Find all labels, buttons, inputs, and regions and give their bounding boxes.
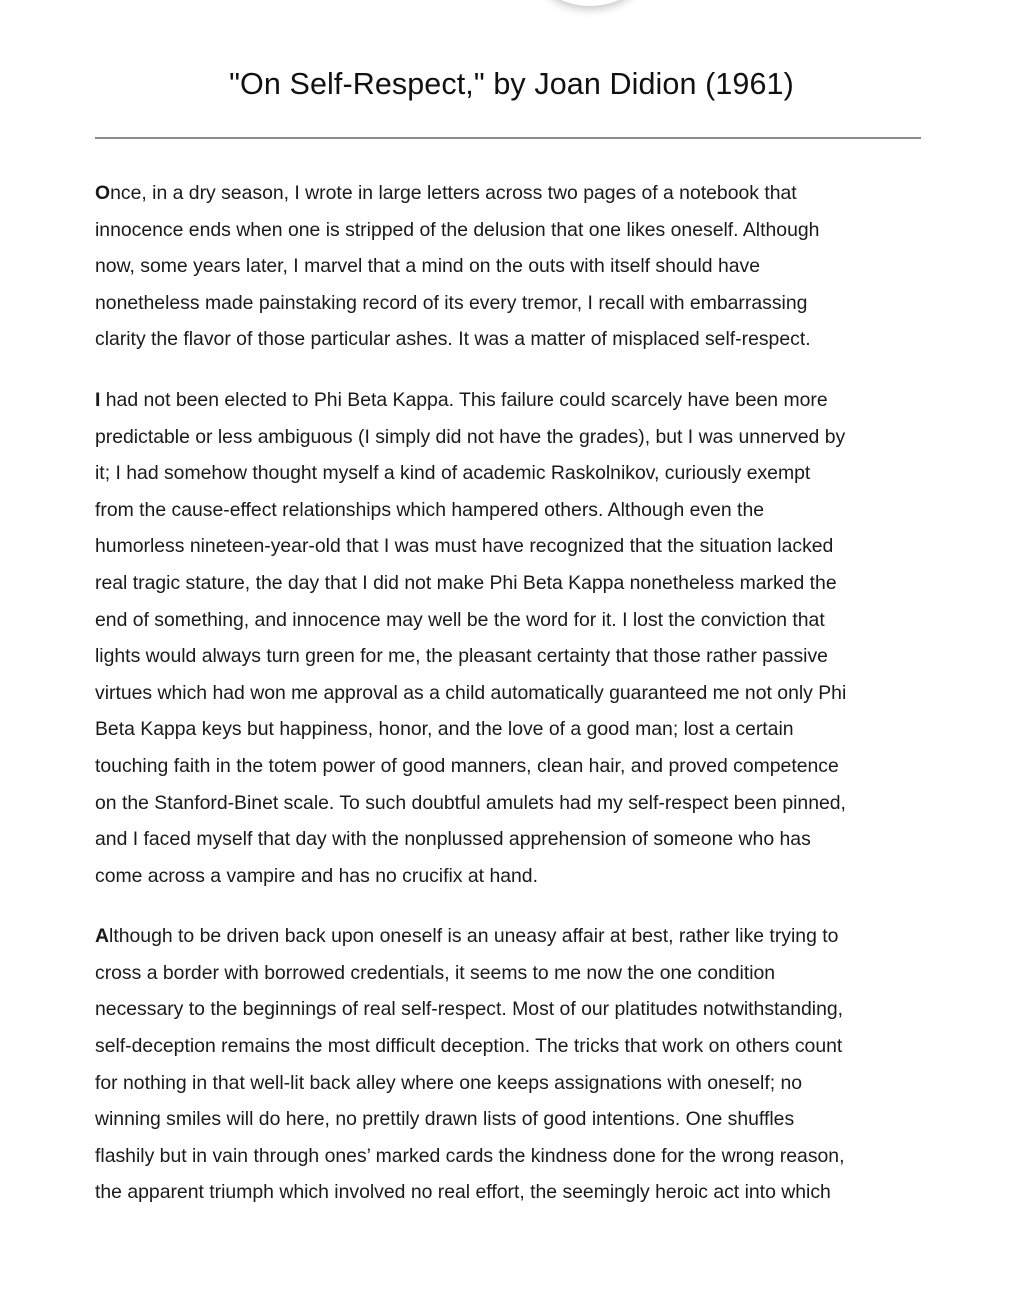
text-line	[95, 918, 925, 955]
line-text: on the Stanford-Binet scale. To such doubtful amulets had my self-respect been pinned,	[95, 791, 846, 814]
line-text: winning smiles will do here, no prettily drawn lists of good intentions. One shuffles	[95, 1108, 795, 1131]
text-line	[95, 419, 925, 456]
line-text: touching faith in the totem power of good manners, clean hair, and proved competence	[95, 754, 839, 777]
line-text: self-deception remains the most difficult deception. The tricks that work on others count	[95, 1035, 843, 1058]
line-text: flashily but in vain through ones’ marked cards the kindness done for the wrong reason,	[95, 1144, 845, 1167]
text-line	[95, 1138, 925, 1175]
line-text: innocence ends when one is stripped of the delusion that one likes oneself. Although	[95, 218, 820, 241]
page-curl-shadow	[540, 0, 640, 6]
text-line	[95, 748, 925, 785]
line-text: the apparent triumph which involved no real effort, the seemingly heroic act into which	[95, 1181, 831, 1204]
text-line	[95, 821, 925, 858]
line-text: cross a border with borrowed credentials, it seems to me now the one condition	[95, 961, 776, 984]
paragraph-initial: A	[95, 925, 110, 948]
line-text: Beta Kappa keys but happiness, honor, and the love of a good man; lost a certain	[95, 718, 794, 741]
line-text: nce, in a dry season, I wrote in large letters across two pages of a notebook that	[110, 182, 797, 204]
title-divider	[95, 137, 921, 139]
line-text: had not been elected to Phi Beta Kappa. This failure could scarcely have been more	[100, 388, 828, 411]
document-title: "On Self-Respect," by Joan Didion (1961)	[229, 67, 794, 101]
line-text: nonetheless made painstaking record of its every tremor, I recall with embarrassing	[95, 291, 808, 314]
line-text: for nothing in that well-lit back alley where one keeps assignations with oneself; no	[95, 1071, 803, 1094]
line-text: humorless nineteen-year-old that I was must have recognized that the situation lacked	[95, 535, 834, 558]
text-line	[95, 455, 925, 492]
text-line	[95, 1174, 925, 1211]
text-line	[95, 711, 925, 748]
paragraph	[95, 918, 925, 1211]
line-text: predictable or less ambiguous (I simply did not have the grades), but I was unnerved by	[95, 425, 846, 448]
line-text: and I faced myself that day with the nonplussed apprehension of someone who has	[95, 828, 811, 851]
text-line	[95, 858, 925, 895]
document-body	[95, 175, 925, 1211]
paragraph	[95, 175, 925, 358]
line-text: from the cause-effect relationships which hampered others. Although even the	[95, 498, 765, 521]
text-line	[95, 785, 925, 822]
paragraph-initial: I	[95, 388, 101, 411]
line-text: end of something, and innocence may well be the word for it. I lost the conviction that	[95, 608, 825, 631]
text-line	[95, 528, 925, 565]
line-text: lthough to be driven back upon oneself is an uneasy affair at best, rather like trying to	[109, 925, 839, 948]
line-text: real tragic stature, the day that I did not make Phi Beta Kappa nonetheless marked the	[95, 571, 837, 594]
line-text: necessary to the beginnings of real self-respect. Most of our platitudes notwithstanding,	[95, 998, 844, 1021]
paragraph	[95, 382, 925, 894]
text-line	[95, 321, 925, 358]
text-line	[95, 212, 925, 249]
text-line	[95, 991, 925, 1028]
text-line	[95, 285, 925, 322]
line-text: come across a vampire and has no crucifix at hand.	[95, 864, 538, 887]
line-text: now, some years later, I marvel that a mind on the outs with itself should have	[95, 255, 761, 278]
text-line	[95, 382, 925, 419]
line-text: it; I had somehow thought myself a kind of academic Raskolnikov, curiously exempt	[95, 462, 811, 485]
text-line	[95, 1065, 925, 1102]
text-line	[95, 248, 925, 285]
line-text: lights would always turn green for me, the pleasant certainty that those rather passive	[95, 645, 828, 668]
text-line	[95, 955, 925, 992]
text-line	[95, 565, 925, 602]
text-line	[95, 1101, 925, 1138]
paragraph-initial: O	[95, 182, 111, 204]
text-line	[95, 675, 925, 712]
line-text: virtues which had won me approval as a child automatically guaranteed me not only Phi	[95, 681, 847, 704]
text-line	[95, 175, 925, 212]
text-line	[95, 492, 925, 529]
text-line	[95, 638, 925, 675]
text-line	[95, 602, 925, 639]
line-text: clarity the flavor of those particular ashes. It was a matter of misplaced self-respect.	[95, 328, 811, 351]
text-line	[95, 1028, 925, 1065]
